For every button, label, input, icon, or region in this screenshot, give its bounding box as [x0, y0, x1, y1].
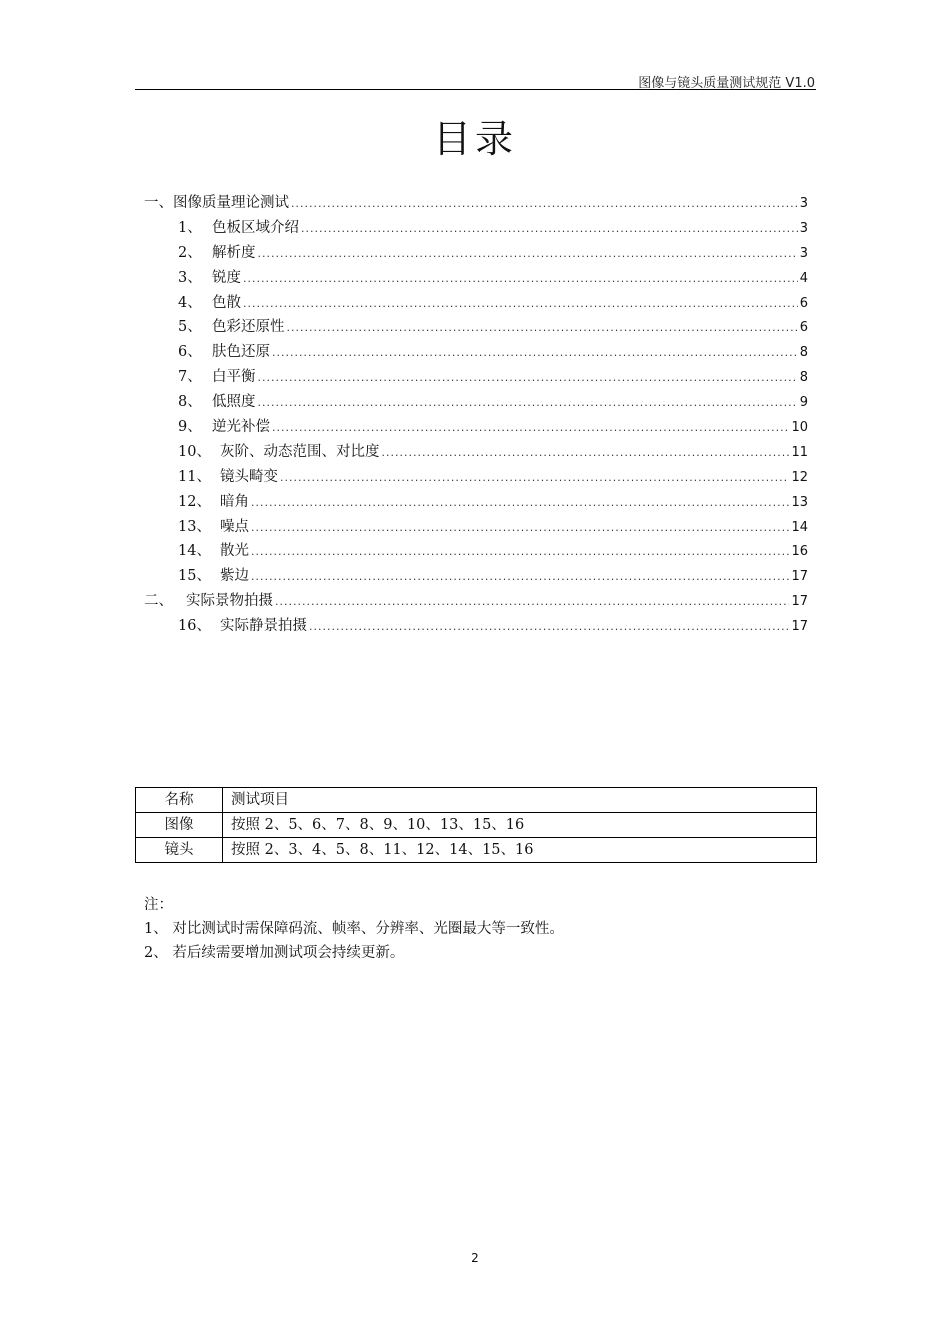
- toc-entry-number: 3、: [178, 269, 202, 286]
- toc-leader-dots: [251, 565, 789, 590]
- toc-entry-number: 4、: [178, 294, 202, 311]
- toc-entry[interactable]: [144, 291, 808, 316]
- toc-entry-number: 16、: [178, 618, 211, 635]
- toc-entry-label: 实际静景拍摄: [220, 618, 307, 635]
- toc-entry[interactable]: [144, 515, 808, 540]
- table-of-contents: [144, 191, 808, 639]
- toc-entry-number: 14、: [178, 543, 211, 560]
- toc-entry[interactable]: [144, 564, 808, 589]
- toc-entry-label: 散光: [220, 543, 249, 560]
- toc-entry-label: 紫边: [220, 568, 249, 585]
- note-item: 1、 对比测试时需保障码流、帧率、分辨率、光圈最大等一致性。: [144, 921, 564, 937]
- toc-entry-number: 13、: [178, 518, 211, 535]
- toc-entry[interactable]: [144, 266, 808, 291]
- toc-entry-page: 3: [799, 245, 808, 261]
- toc-entry-page: 17: [791, 594, 808, 610]
- toc-entry-page: 16: [791, 544, 808, 560]
- toc-entry-number: 9、: [178, 419, 202, 436]
- toc-entry-page: 17: [791, 569, 808, 585]
- toc-leader-dots: [301, 217, 798, 242]
- toc-entry-page: 4: [799, 270, 808, 286]
- toc-entry-label: 色散: [212, 294, 241, 311]
- toc-leader-dots: [280, 466, 789, 491]
- header-rule: [135, 89, 816, 90]
- toc-entry-label: 解析度: [212, 244, 256, 261]
- notes-heading: 注：: [144, 897, 173, 913]
- toc-entry-number: 8、: [178, 394, 202, 411]
- toc-entry-label: 逆光补偿: [212, 419, 270, 436]
- toc-entry-label: 白平衡: [212, 369, 256, 386]
- table-cell: 按照 2、5、6、7、8、9、10、13、15、16: [223, 813, 817, 838]
- toc-entry-page: 12: [791, 469, 808, 485]
- table-header-row: [136, 788, 817, 813]
- toc-entry[interactable]: [144, 191, 808, 216]
- page-number: 2: [471, 1251, 479, 1265]
- toc-leader-dots: [243, 267, 798, 292]
- toc-entry-page: 6: [799, 320, 808, 336]
- test-items-table: [135, 787, 817, 863]
- page-title: 目录: [432, 117, 517, 161]
- toc-entry-page: 13: [791, 494, 808, 510]
- toc-entry-number: 7、: [178, 369, 202, 386]
- toc-entry-label: 暗角: [220, 493, 249, 510]
- toc-entry[interactable]: [144, 390, 808, 415]
- toc-leader-dots: [272, 416, 789, 441]
- toc-entry-label: 一、图像质量理论测试: [144, 195, 289, 211]
- toc-leader-dots: [251, 516, 789, 541]
- toc-entry-label: 低照度: [212, 394, 256, 411]
- toc-entry[interactable]: [144, 614, 808, 639]
- toc-entry-page: 11: [791, 444, 808, 460]
- toc-leader-dots: [275, 590, 789, 615]
- toc-entry[interactable]: [144, 365, 808, 390]
- toc-entry-label: 灰阶、动态范围、对比度: [220, 443, 380, 460]
- toc-leader-dots: [382, 441, 790, 466]
- toc-leader-dots: [287, 316, 798, 341]
- toc-leader-dots: [309, 615, 789, 640]
- toc-entry-number: 15、: [178, 568, 211, 585]
- toc-entry[interactable]: [144, 216, 808, 241]
- toc-entry[interactable]: [144, 490, 808, 515]
- toc-entry[interactable]: [144, 241, 808, 266]
- header-doc-title: 图像与镜头质量测试规范 V1.0: [638, 76, 815, 91]
- table-cell: 图像: [136, 813, 223, 838]
- table-header-cell: 测试项目: [223, 788, 817, 813]
- notes-section: [144, 893, 564, 965]
- toc-entry[interactable]: [144, 589, 808, 614]
- table-cell: 按照 2、3、4、5、8、11、12、14、15、16: [223, 838, 817, 863]
- toc-entry-number: 5、: [178, 319, 202, 336]
- toc-leader-dots: [243, 292, 798, 317]
- toc-entry-number: 11、: [178, 468, 211, 485]
- toc-entry-page: 3: [799, 220, 808, 236]
- table-header-cell: 名称: [136, 788, 223, 813]
- table-row: [136, 838, 817, 863]
- toc-entry-page: 8: [799, 345, 808, 361]
- toc-entry-label: 肤色还原: [212, 344, 270, 361]
- toc-entry-label: 镜头畸变: [220, 468, 278, 485]
- toc-entry-number: 10、: [178, 443, 211, 460]
- toc-entry-number: 6、: [178, 344, 202, 361]
- toc-leader-dots: [272, 341, 798, 366]
- toc-leader-dots: [258, 366, 798, 391]
- toc-entry[interactable]: [144, 465, 808, 490]
- toc-entry-page: 9: [799, 395, 808, 411]
- table-cell: 镜头: [136, 838, 223, 863]
- toc-entry[interactable]: [144, 315, 808, 340]
- toc-entry-label: 噪点: [220, 518, 249, 535]
- note-item: 2、 若后续需要增加测试项会持续更新。: [144, 945, 405, 961]
- toc-entry-number: 2、: [178, 244, 202, 261]
- toc-entry-page: 17: [791, 619, 808, 635]
- toc-entry-page: 14: [791, 519, 808, 535]
- toc-entry-label: 色板区域介绍: [212, 219, 299, 236]
- toc-entry-page: 10: [791, 420, 808, 436]
- toc-leader-dots: [251, 491, 789, 516]
- toc-leader-dots: [258, 391, 798, 416]
- toc-entry-label: 色彩还原性: [212, 319, 285, 336]
- toc-leader-dots: [258, 242, 798, 267]
- toc-leader-dots: [291, 192, 798, 217]
- toc-entry[interactable]: [144, 440, 808, 465]
- toc-entry-label: 锐度: [212, 269, 241, 286]
- table-row: [136, 813, 817, 838]
- toc-leader-dots: [251, 540, 789, 565]
- toc-entry[interactable]: [144, 539, 808, 564]
- toc-entry-number: 12、: [178, 493, 211, 510]
- toc-entry-page: 8: [799, 370, 808, 386]
- toc-entry-label: 实际景物拍摄: [186, 593, 273, 610]
- toc-entry[interactable]: [144, 340, 808, 365]
- toc-entry-number: 二、: [144, 593, 173, 610]
- toc-entry-page: 3: [799, 196, 808, 211]
- toc-entry-page: 6: [799, 295, 808, 311]
- toc-entry-number: 1、: [178, 219, 202, 236]
- toc-entry[interactable]: [144, 415, 808, 440]
